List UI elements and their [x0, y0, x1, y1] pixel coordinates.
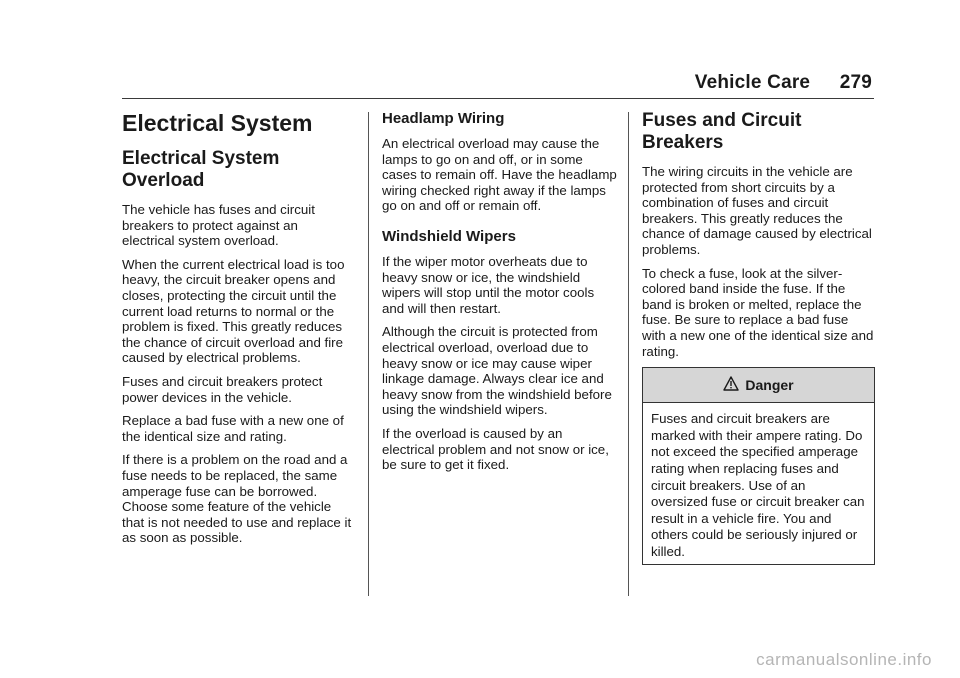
column-3 [642, 110, 875, 565]
paragraph: Although the circuit is protected from electrical overload, overload due to heavy snow or ice may cause wiper linkage damage. Always clear ice and heavy snow from the windshield before using the windshield wipers. [382, 324, 612, 418]
paragraph: An electrical overload may cause the lamps to go on and off, or in some cases to remain off. Have the headlamp wiring checked right away if the lamps go on and off or remain off. [382, 136, 617, 214]
paragraph: Replace a bad fuse with a new one of the identical size and rating. [122, 413, 344, 444]
paragraph: To check a fuse, look at the silver-colored band inside the fuse. If the band is broken or melted, replace the fuse. Be sure to replace a bad fuse with a new one of the identical size and rating. [642, 265, 874, 359]
header-rule [122, 98, 874, 99]
danger-box [642, 367, 875, 565]
section-title: Vehicle Care [694, 72, 811, 93]
heading-windshield-wipers: Windshield Wipers [382, 227, 516, 245]
paragraph: Fuses and circuit breakers protect power devices in the vehicle. [122, 373, 323, 405]
watermark: carmanualsonline.info [756, 650, 932, 669]
danger-body [643, 403, 874, 564]
paragraph: If there is a problem on the road and a fuse needs to be replaced, the same amperage fuse can be borrowed. Choose some feature of the vehicle that is not needed to use and replace it as soon as possible. [122, 452, 352, 546]
column-1 [122, 110, 354, 554]
column-2 [382, 110, 617, 481]
column-divider-2 [628, 112, 629, 596]
page-number: 279 [839, 72, 872, 93]
danger-text: Fuses and circuit breakers are marked with their ampere rating. Do not exceed the specified amperage rating when replacing fuses and circuit breakers. Use of an oversized fuse or circuit breaker can result in a vehicle fire. You and others could be seriously injured or killed. [651, 411, 865, 559]
paragraph: If the overload is caused by an electrical problem and not snow or ice, be sure to get it fixed. [382, 425, 609, 473]
warning-triangle-icon [723, 376, 745, 394]
paragraph: When the current electrical load is too heavy, the circuit breaker opens and closes, protecting the circuit until the current load returns to normal or the problem is fixed. This greatly reduces the chance of circuit overload and fire caused by electrical problems. [122, 256, 345, 366]
page-header [695, 72, 872, 94]
danger-label: Danger [745, 377, 794, 394]
column-divider-1 [368, 112, 369, 596]
main-title: Electrical System [122, 110, 313, 136]
paragraph: If the wiper motor overheats due to heavy snow or ice, the windshield wipers will stop until the motor cools and will then restart. [382, 253, 595, 316]
section-heading-overload: Electrical System Overload [122, 148, 280, 191]
heading-headlamp-wiring: Headlamp Wiring [382, 110, 505, 127]
paragraph: The vehicle has fuses and circuit breakers to protect against an electrical system overload. [122, 202, 315, 249]
paragraph: The wiring circuits in the vehicle are protected from short circuits by a combination of fuses and circuit breakers. This greatly reduces the chance of damage caused by electrical problems. [642, 164, 872, 257]
heading-fuses-breakers: Fuses and Circuit Breakers [642, 110, 802, 153]
danger-header [643, 368, 874, 403]
